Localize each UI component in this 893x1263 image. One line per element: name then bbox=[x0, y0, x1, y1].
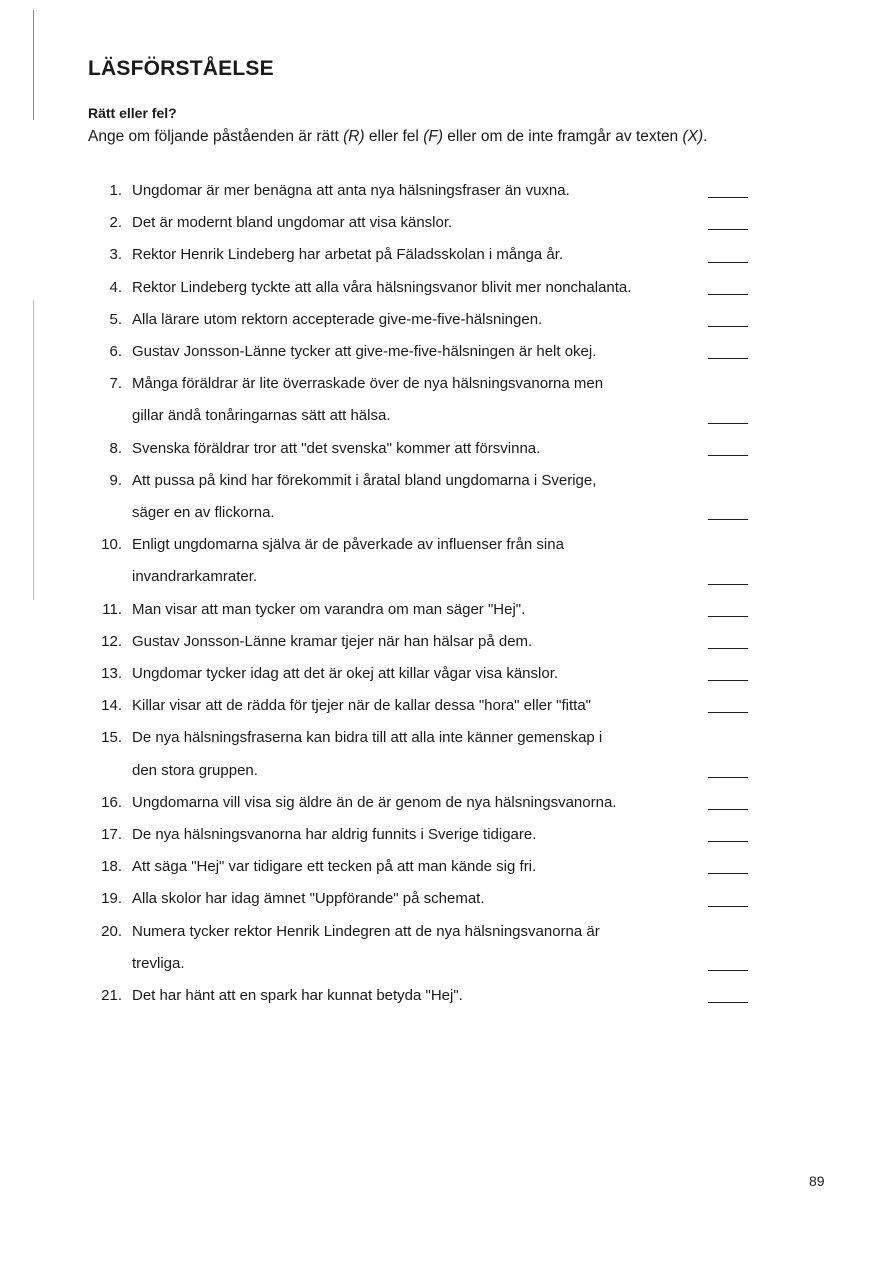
answer-blank[interactable] bbox=[708, 272, 748, 304]
question-text-line: Gustav Jonsson-Länne tycker att give-me-five-hälsningen är helt okej. bbox=[132, 343, 597, 361]
page-number: 89 bbox=[809, 1173, 825, 1189]
question-text bbox=[132, 787, 698, 819]
question-text-line: trevliga. bbox=[132, 954, 185, 972]
question-number: 3. bbox=[109, 246, 122, 264]
question-text-line: Numera tycker rektor Henrik Lindegren att de nya hälsningsvanorna är bbox=[132, 922, 600, 940]
question-text-line: Alla lärare utom rektorn accepterade give-me-five-hälsningen. bbox=[132, 310, 543, 328]
question-text bbox=[132, 368, 698, 432]
question-text bbox=[132, 851, 698, 883]
question-number: 1. bbox=[109, 182, 122, 199]
question-text-line: De nya hälsningsfraserna kan bidra till att alla inte känner gemenskap i bbox=[132, 729, 603, 747]
question-text-line: Man visar att man tycker om varandra om man säger "Hej". bbox=[132, 600, 526, 618]
question-item bbox=[88, 433, 748, 465]
question-number: 13. bbox=[101, 665, 122, 683]
question-text bbox=[132, 819, 698, 851]
question-text bbox=[132, 465, 698, 529]
question-text bbox=[132, 722, 698, 786]
question-number: 2. bbox=[109, 214, 122, 232]
question-number: 21. bbox=[101, 987, 122, 1005]
question-item bbox=[88, 175, 748, 207]
question-number: 10. bbox=[101, 536, 122, 554]
question-item bbox=[88, 336, 748, 368]
question-text bbox=[132, 916, 698, 980]
question-text bbox=[132, 433, 698, 465]
answer-blank[interactable] bbox=[708, 980, 748, 1012]
answer-blank[interactable] bbox=[708, 433, 748, 465]
question-text-line: Alla skolor har idag ämnet "Uppförande" på schemat. bbox=[132, 890, 485, 908]
question-text bbox=[132, 239, 698, 271]
section-subtitle: Rätt eller fel? bbox=[88, 105, 177, 121]
question-item bbox=[88, 690, 748, 722]
question-number: 14. bbox=[101, 697, 122, 715]
question-item bbox=[88, 272, 748, 304]
question-number: 11. bbox=[102, 600, 122, 618]
answer-blank[interactable] bbox=[708, 658, 748, 690]
question-text-line: invandrarkamrater. bbox=[132, 568, 258, 586]
question-text-line: Ungdomar tycker idag att det är okej att killar vågar visa känslor. bbox=[132, 665, 559, 683]
question-item bbox=[88, 980, 748, 1012]
instructions: Ange om följande påståenden är rätt (R) eller fel (F) eller om de inte framgår av texten (X). bbox=[88, 128, 708, 145]
question-number: 17. bbox=[101, 826, 122, 844]
question-number: 6. bbox=[109, 343, 122, 361]
question-text-line: Det är modernt bland ungdomar att visa känslor. bbox=[132, 214, 453, 232]
answer-blank[interactable] bbox=[708, 948, 748, 980]
binding-edge bbox=[33, 10, 34, 120]
question-text bbox=[132, 594, 698, 626]
question-number: 5. bbox=[109, 310, 122, 328]
question-item bbox=[88, 883, 748, 915]
answer-blank[interactable] bbox=[708, 561, 748, 593]
question-item bbox=[88, 658, 748, 690]
question-number: 4. bbox=[109, 278, 122, 296]
question-text bbox=[132, 304, 698, 336]
question-text-line: Svenska föräldrar tror att "det svenska" kommer att försvinna. bbox=[132, 439, 541, 457]
question-item bbox=[88, 626, 748, 658]
answer-blank[interactable] bbox=[708, 755, 748, 787]
binding-edge bbox=[33, 300, 34, 600]
question-item bbox=[88, 529, 748, 593]
answer-blank[interactable] bbox=[708, 883, 748, 915]
answer-blank[interactable] bbox=[708, 819, 748, 851]
question-list bbox=[88, 175, 748, 1012]
question-number: 7. bbox=[109, 375, 122, 393]
question-text-line: De nya hälsningsvanorna har aldrig funnits i Sverige tidigare. bbox=[132, 826, 537, 844]
answer-blank[interactable] bbox=[708, 207, 748, 239]
question-text bbox=[132, 175, 698, 207]
answer-blank[interactable] bbox=[708, 851, 748, 883]
question-text-line: Killar visar att de rädda för tjejer när de kallar dessa "hora" eller "fitta" bbox=[132, 697, 592, 715]
answer-blank[interactable] bbox=[708, 400, 748, 432]
question-number: 9. bbox=[109, 471, 122, 489]
answer-blank[interactable] bbox=[708, 594, 748, 626]
question-text-line: säger en av flickorna. bbox=[132, 504, 275, 522]
question-item bbox=[88, 787, 748, 819]
question-number: 18. bbox=[101, 858, 122, 876]
question-text bbox=[132, 336, 698, 368]
question-text bbox=[132, 980, 698, 1012]
question-text-line: Att pussa på kind har förekommit i åratal bland ungdomarna i Sverige, bbox=[132, 471, 597, 489]
question-text-line: Rektor Henrik Lindeberg har arbetat på Fäladsskolan i många år. bbox=[132, 246, 564, 264]
question-text-line: Rektor Lindeberg tyckte att alla våra hälsningsvanor blivit mer nonchalanta. bbox=[132, 278, 632, 296]
question-item bbox=[88, 851, 748, 883]
question-number: 20. bbox=[101, 922, 122, 940]
question-item bbox=[88, 916, 748, 980]
question-text bbox=[132, 207, 698, 239]
question-text-line: Att säga "Hej" var tidigare ett tecken på att man kände sig fri. bbox=[132, 858, 537, 876]
answer-blank[interactable] bbox=[708, 175, 748, 207]
answer-blank[interactable] bbox=[708, 336, 748, 368]
question-text-line: den stora gruppen. bbox=[132, 761, 258, 779]
answer-blank[interactable] bbox=[708, 787, 748, 819]
question-text-line: Gustav Jonsson-Länne kramar tjejer när han hälsar på dem. bbox=[132, 632, 533, 650]
question-number: 12. bbox=[101, 632, 122, 650]
question-text bbox=[132, 272, 698, 304]
question-text bbox=[132, 690, 698, 722]
question-text-line: Det har hänt att en spark har kunnat betyda "Hej". bbox=[132, 987, 463, 1005]
question-text-line: Många föräldrar är lite överraskade över de nya hälsningsvanorna men bbox=[132, 375, 604, 393]
page-title: LÄSFÖRSTÅELSE bbox=[88, 57, 274, 80]
question-item bbox=[88, 239, 748, 271]
question-number: 16. bbox=[101, 793, 122, 811]
question-item bbox=[88, 304, 748, 336]
question-item bbox=[88, 819, 748, 851]
question-text bbox=[132, 883, 698, 915]
question-item bbox=[88, 594, 748, 626]
question-text-line: Ungdomar är mer benägna att anta nya hälsningsfraser än vuxna. bbox=[132, 182, 570, 199]
question-text-line: gillar ändå tonåringarnas sätt att hälsa. bbox=[132, 407, 391, 425]
question-text-line: Ungdomarna vill visa sig äldre än de är genom de nya hälsningsvanorna. bbox=[132, 793, 617, 811]
question-text bbox=[132, 626, 698, 658]
question-item bbox=[88, 207, 748, 239]
question-item bbox=[88, 368, 748, 432]
answer-blank[interactable] bbox=[708, 239, 748, 271]
question-number: 8. bbox=[109, 439, 122, 457]
answer-blank[interactable] bbox=[708, 304, 748, 336]
question-item bbox=[88, 722, 748, 786]
question-text bbox=[132, 529, 698, 593]
answer-blank[interactable] bbox=[708, 626, 748, 658]
answer-blank[interactable] bbox=[708, 497, 748, 529]
question-text-line: Enligt ungdomarna själva är de påverkade av influenser från sina bbox=[132, 536, 564, 554]
question-number: 15. bbox=[101, 729, 122, 747]
question-item bbox=[88, 465, 748, 529]
question-number: 19. bbox=[101, 890, 122, 908]
question-text bbox=[132, 658, 698, 690]
answer-blank[interactable] bbox=[708, 690, 748, 722]
